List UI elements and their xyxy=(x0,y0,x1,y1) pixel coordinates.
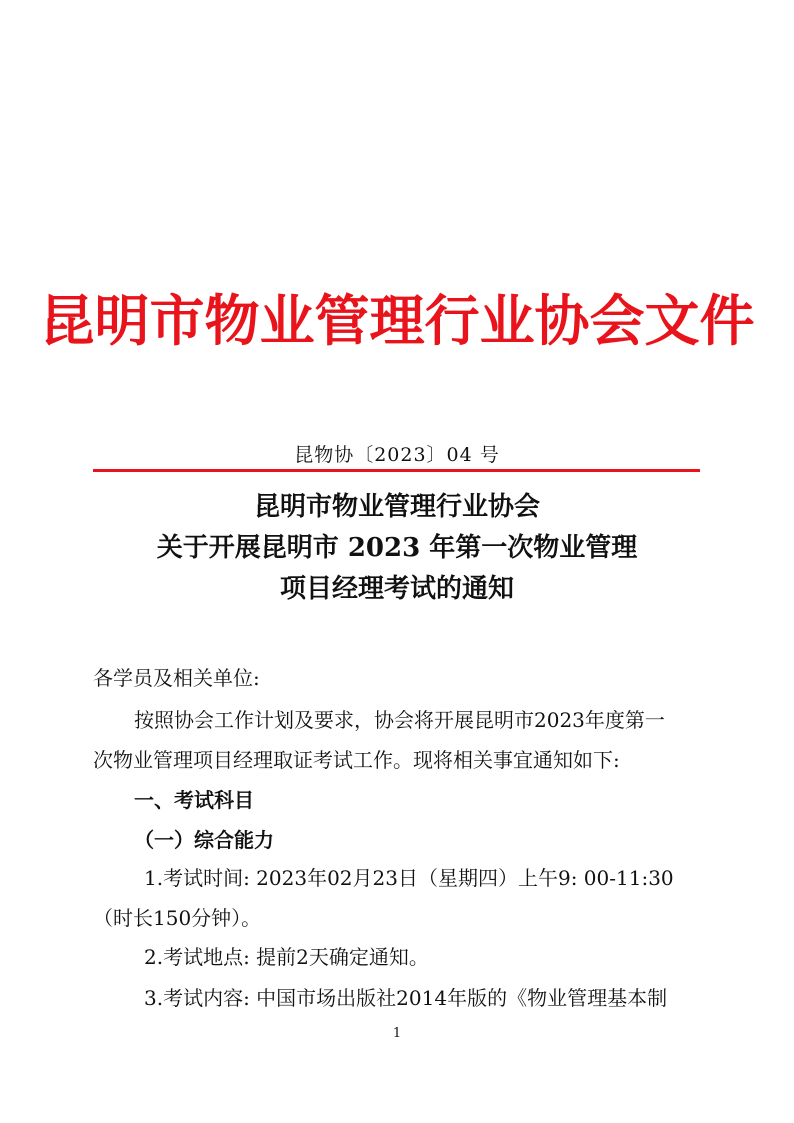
section-heading-exam-subjects: 一、考试科目 xyxy=(134,788,254,812)
notice-title xyxy=(0,487,794,610)
intro-paragraph-line-1: 按照协会工作计划及要求，协会将开展昆明市2023年度第一 xyxy=(134,708,665,732)
salutation: 各学员及相关单位: xyxy=(93,666,260,690)
page-number: 1 xyxy=(392,1026,402,1041)
header-divider-line xyxy=(93,469,700,472)
exam-content: 3.考试内容: 中国市场出版社2014年版的《物业管理基本制 xyxy=(144,986,668,1010)
document-header-title: 昆明市物业管理行业协会文件 xyxy=(39,288,755,353)
subsection-heading-comprehensive-ability: （一）综合能力 xyxy=(134,828,274,852)
intro-paragraph-line-2: 次物业管理项目经理取证考试工作。现将相关事宜通知如下: xyxy=(93,748,620,772)
notice-title-line-1: 昆明市物业管理行业协会 xyxy=(253,492,540,522)
exam-time-line-1: 1.考试时间: 2023年02月23日（星期四）上午9: 00-11:30 xyxy=(144,866,674,890)
exam-time-line-2: （时长150分钟）。 xyxy=(93,906,262,930)
document-number: 昆物协〔2023〕04 号 xyxy=(294,444,500,466)
exam-location: 2.考试地点: 提前2天确定通知。 xyxy=(144,945,429,969)
notice-title-line-3: 项目经理考试的通知 xyxy=(279,574,514,604)
notice-title-line-2: 关于开展昆明市 2023 年第一次物业管理 xyxy=(156,533,638,563)
